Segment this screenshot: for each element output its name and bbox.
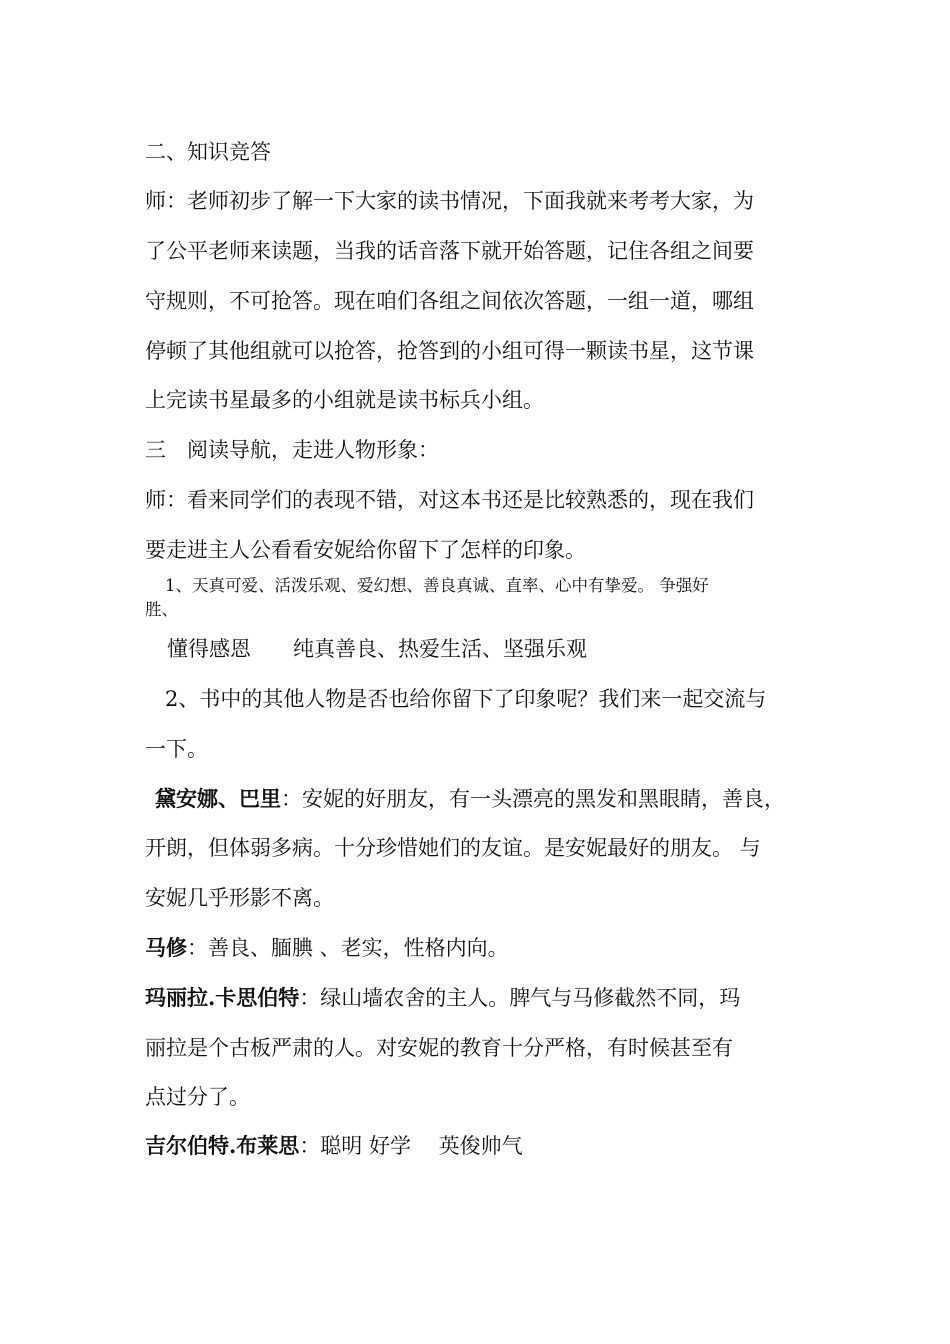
trait-list-extra: 懂得感恩 纯真善良、热爱生活、坚强乐观 bbox=[167, 637, 587, 661]
character-entry bbox=[155, 784, 785, 814]
character-desc: ：安妮的好朋友，有一头漂亮的黑发和黑眼睛，善良， bbox=[281, 787, 785, 811]
character-desc-line: 点过分了。 bbox=[145, 1085, 250, 1109]
character-desc: ：绿山墙农舍的主人。脾气与马修截然不同，玛 bbox=[299, 986, 741, 1010]
trait-list-line: 胜、 bbox=[145, 600, 178, 619]
character-entry bbox=[145, 933, 509, 963]
paragraph-line: 了公平老师来读题，当我的话音落下就开始答题，记住各组之间要 bbox=[145, 239, 754, 263]
paragraph-line: 师：老师初步了解一下大家的读书情况，下面我就来考考大家，为 bbox=[145, 189, 754, 213]
section-3-heading: 三 阅读导航，走进人物形象： bbox=[145, 438, 439, 462]
paragraph-line: 停顿了其他组就可以抢答，抢答到的小组可得一颗读书星，这节课 bbox=[145, 339, 754, 363]
character-desc-line: 开朗，但体弱多病。十分珍惜她们的友谊。是安妮最好的朋友。 与 bbox=[145, 836, 761, 860]
character-name: 马修 bbox=[145, 935, 187, 960]
character-desc: ：聪明 好学 英俊帅气 bbox=[299, 1134, 523, 1158]
character-entry bbox=[145, 983, 740, 1013]
character-desc-line: 安妮几乎形影不离。 bbox=[145, 886, 334, 910]
section-2-heading: 二、知识竞答 bbox=[145, 140, 271, 164]
paragraph-line: 上完读书星最多的小组就是读书标兵小组。 bbox=[145, 388, 544, 412]
character-name: 黛安娜、巴里 bbox=[155, 786, 281, 811]
character-entry bbox=[145, 1131, 523, 1161]
trait-list-line: 1、天真可爱、活泼乐观、爱幻想、善良真诚、直率、心中有挚爱。 争强好 bbox=[165, 576, 709, 595]
character-desc: ：善良、腼腆 、老实，性格内向。 bbox=[187, 936, 509, 960]
paragraph-line: 要走进主人公看看安妮给你留下了怎样的印象。 bbox=[145, 538, 586, 562]
question-line: 2、书中的其他人物是否也给你留下了印象呢？我们来一起交流与 bbox=[165, 687, 767, 711]
paragraph-line: 师：看来同学们的表现不错，对这本书还是比较熟悉的，现在我们 bbox=[145, 488, 754, 512]
paragraph-line: 守规则，不可抢答。现在咱们各组之间依次答题，一组一道，哪组 bbox=[145, 289, 754, 313]
question-line: 一下。 bbox=[145, 737, 208, 761]
character-desc-line: 丽拉是个古板严肃的人。对安妮的教育十分严格，有时候甚至有 bbox=[145, 1036, 733, 1060]
character-name: 玛丽拉.卡思伯特 bbox=[145, 985, 300, 1010]
character-name: 吉尔伯特.布莱思 bbox=[145, 1133, 300, 1158]
